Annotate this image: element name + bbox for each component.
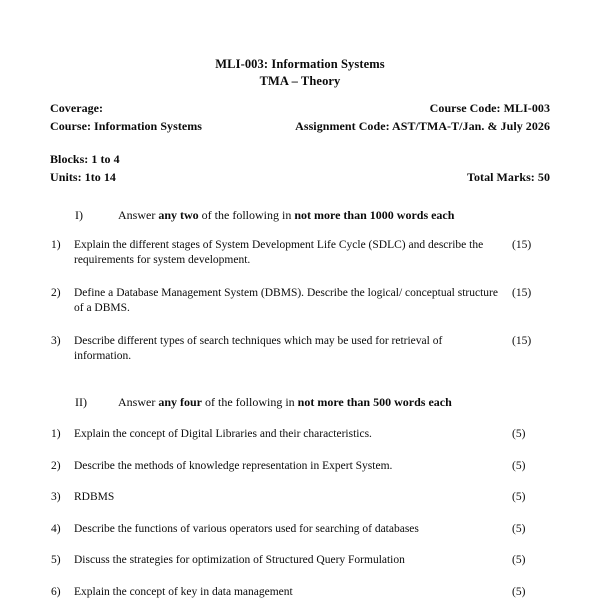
question-number: 6): [51, 585, 61, 598]
table-row: [50, 585, 550, 600]
question-number: 2): [51, 287, 61, 299]
question-text: Describe different types of search techniques which may be used for retrieval of information.: [74, 335, 443, 362]
table-row: [50, 427, 550, 442]
section-1-text-mid: of the following in: [198, 208, 295, 222]
coverage-label: Coverage:: [50, 101, 104, 115]
question-list-section-1: [50, 238, 550, 363]
section-1-bold-limit: not more than 1000 words each: [294, 208, 455, 222]
question-text: Discuss the strategies for optimization of Structured Query Formulation: [74, 554, 405, 566]
meta-row-course: [50, 118, 550, 136]
table-row: [50, 238, 550, 267]
question-marks: (15): [512, 239, 532, 251]
section-numeral-2: II): [75, 395, 87, 409]
question-number: 1): [51, 428, 61, 440]
question-marks: (5): [512, 428, 526, 440]
question-list-section-2: [50, 427, 550, 599]
section-heading-2: [50, 394, 550, 410]
document-subtitle: TMA – Theory: [259, 74, 341, 88]
table-row: [50, 490, 550, 505]
table-row: [50, 522, 550, 537]
header-meta-block-2: [50, 151, 550, 186]
document-title: MLI-003: Information Systems: [215, 57, 385, 71]
question-number: 4): [51, 522, 61, 535]
question-number: 3): [51, 491, 61, 503]
title-block: [50, 0, 550, 90]
question-text: RDBMS: [74, 491, 115, 503]
question-marks: (5): [512, 491, 526, 503]
question-marks: (5): [512, 522, 526, 535]
question-text: Describe the methods of knowledge representation in Expert System.: [74, 459, 393, 472]
assignment-code: Assignment Code: AST/TMA-T/Jan. & July 2026: [295, 118, 550, 133]
question-marks: (15): [512, 335, 532, 347]
units-label: Units: 1to 14: [50, 169, 116, 184]
section-2-bold-limit: not more than 500 words each: [297, 395, 452, 409]
section-1-text-pre: Answer: [118, 208, 159, 222]
question-marks: (5): [512, 459, 526, 472]
question-text: Explain the concept of Digital Libraries and their characteristics.: [74, 428, 372, 440]
question-number: 3): [51, 335, 61, 347]
question-number: 2): [51, 459, 61, 472]
question-number: 1): [51, 239, 61, 251]
question-text: Explain the different stages of System Development Life Cycle (SDLC) and describe the requirements for system development.: [74, 239, 484, 266]
question-marks: (15): [512, 287, 532, 299]
question-text: Describe the functions of various operators used for searching of databases: [74, 522, 419, 535]
section-heading-1: [50, 207, 550, 223]
question-text: Define a Database Management System (DBMS). Describe the logical/ conceptual structure of a DBMS.: [74, 287, 498, 314]
meta-row-units: [50, 169, 550, 187]
course-name: Course: Information Systems: [50, 118, 203, 133]
question-marks: (5): [512, 554, 526, 566]
section-2-bold-count: any four: [158, 395, 202, 409]
section-numeral-1: I): [75, 208, 83, 222]
header-meta-block-1: [50, 100, 550, 135]
course-code: Course Code: MLI-003: [429, 101, 550, 115]
section-1-bold-count: any two: [158, 208, 199, 222]
question-marks: (5): [512, 585, 526, 598]
question-text: Explain the concept of key in data management: [74, 585, 293, 598]
blocks-label: Blocks: 1 to 4: [50, 152, 120, 166]
question-number: 5): [51, 554, 61, 566]
section-instruction-1: [118, 207, 550, 223]
section-instruction-2: [118, 394, 550, 410]
table-row: [50, 459, 550, 474]
meta-row-blocks: [50, 151, 550, 169]
table-row: [50, 334, 550, 363]
total-marks: Total Marks: 50: [467, 169, 550, 184]
table-row: [50, 553, 550, 568]
section-2-text-pre: Answer: [118, 395, 159, 409]
table-row: [50, 286, 550, 315]
section-2-text-mid: of the following in: [202, 395, 298, 409]
meta-row-coverage: [50, 100, 550, 118]
